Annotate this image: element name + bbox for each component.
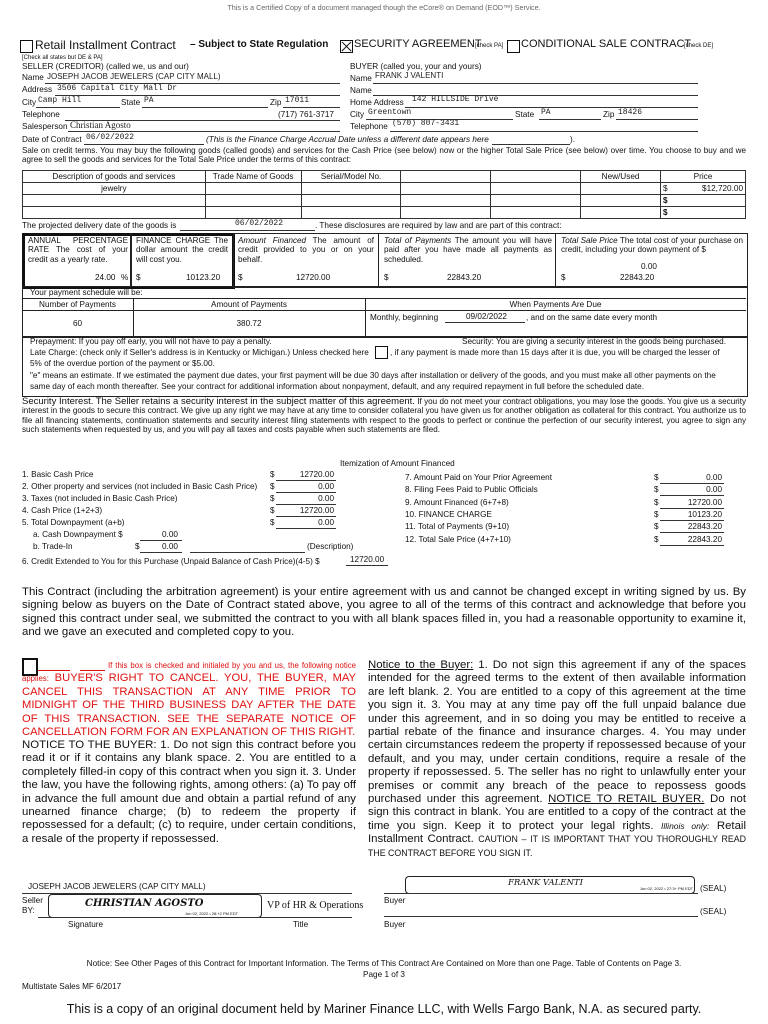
delivery-date: 06/02/2022 [235, 219, 284, 228]
goods-cell [491, 183, 581, 195]
security-interest-paragraph [22, 397, 746, 435]
buyer-telephone-label: Telephone [350, 122, 388, 131]
buyer-state-label: State [515, 110, 535, 119]
seller-address: 3506 Capital City Mall Dr [57, 84, 178, 93]
underline [276, 492, 336, 493]
itemization-currency: $ [270, 470, 275, 479]
itemization-value: 0.00 [318, 482, 334, 491]
page-number: Page 1 of 3 [363, 970, 405, 979]
underline [660, 483, 724, 484]
price-currency: $ [661, 195, 673, 207]
entire-agreement-paragraph: This Contract (including the arbitration agreement) is your entire agreement with us and cannot be changed except in writing signed by us. By signing below as buyers on the Date of Contract stated above, you agree to all of the terms of this contract and acknowledge that before you signed this contract under seal, we submitted the contract to you with all blank spaces filled in, you had a reasonable opportunity to examine it, and we gave an executed and completed copy to you. [22, 586, 746, 639]
buyer-signature: FRANK VALENTI [508, 878, 583, 888]
goods-cell [23, 207, 206, 219]
goods-cell [205, 195, 301, 207]
seller-zip: 17011 [285, 96, 310, 105]
seller-address-label: Address [22, 85, 53, 94]
notice-right-lead: Notice to the Buyer: [368, 659, 474, 671]
col-when-due: When Payments Are Due [509, 300, 602, 309]
underline [276, 516, 336, 517]
monthly-beginning-label: Monthly, beginning [370, 313, 439, 322]
late-charge-text-2: , if any payment is made more than 15 days after it is due, you will be charged the lesser of [390, 348, 720, 357]
itemization-currency: $ [654, 497, 659, 507]
goods-cell [491, 207, 581, 219]
itemization-label: 5. Total Downpayment (a+b) [22, 518, 125, 527]
divider [22, 310, 746, 311]
goods-price [673, 195, 746, 207]
amount-financed-value: 12720.00 [296, 273, 331, 282]
table-row [23, 183, 746, 195]
price-currency: $ [661, 207, 673, 219]
goods-header-row [23, 171, 746, 183]
underline [660, 495, 724, 496]
col-blank-2 [491, 171, 581, 183]
buyer-zip-label: Zip [603, 110, 615, 119]
amount-financed-box [238, 236, 374, 264]
underline [276, 480, 336, 481]
retail-installment-checkbox[interactable] [20, 40, 33, 53]
seller-name: JOSEPH JACOB JEWELERS (CAP CITY MALL) [47, 72, 221, 81]
itemization-label: 2. Other property and services (not included in Basic Cash Price) [22, 482, 258, 491]
itemization-label: 11. Total of Payments (9+10) [405, 522, 510, 532]
goods-table [22, 170, 746, 219]
goods-cell [301, 207, 401, 219]
finance-charge-currency: $ [136, 273, 141, 282]
goods-cell [401, 183, 491, 195]
total-sale-title: Total Sale Price [561, 236, 618, 245]
underline [276, 504, 336, 505]
cancel-note: If this box is checked and initialed by you and us, the following notice applies: [22, 661, 356, 684]
col-blank-1 [401, 171, 491, 183]
divider [378, 233, 379, 286]
itemization-value: 0.00 [318, 518, 334, 527]
total-payments-currency: $ [384, 273, 389, 282]
itemization-label: 4. Cash Price (1+2+3) [22, 506, 103, 515]
apr-box [28, 236, 128, 264]
itemization-value: 22843.20 [687, 534, 722, 544]
first-payment-date: 09/02/2022 [466, 312, 507, 321]
goods-price [673, 207, 746, 219]
itemization-currency: $ [654, 509, 659, 519]
delivery-note: . These disclosures are required by law and are part of this contract: [315, 221, 562, 230]
trade-in-label: b. Trade-In [33, 542, 73, 551]
check-de-note: [check DE] [684, 43, 714, 49]
seller-state-label: State [121, 98, 141, 107]
total-sale-desc: The total cost of your purchase on credit, including your down payment of $ [561, 236, 743, 255]
divider [22, 298, 746, 299]
number-of-payments: 60 [72, 319, 83, 328]
col-trade-name: Trade Name of Goods [205, 171, 301, 183]
notice-right-text: 1. Do not sign this agreement if any of the spaces intended for the agreed terms to the extent of then available information are left blank. 2. You are entitled to a copy of this agreement at the time you sign it. 3. You may at any time pay off the full unpaid balance due under this agreement, and in so doing you may be entitled to receive a partial rebate of the finance and insurance charges. 4. You may under certain circumstances redeem the property if repossessed because of your default, and you may, under certain conditions, require a resale of the property if repossessed. 5. The seller has no right to unlawfully enter your premises or commit any breach of the peace to repossess goods purchased under this agreement. [368, 659, 746, 806]
seller-signature: CHRISTIAN AGOSTO [85, 898, 204, 909]
security-interest-lead: Security Interest. [22, 396, 94, 407]
goods-cell [23, 195, 206, 207]
signature-label: Signature [68, 920, 104, 929]
itemization-value: 0.00 [706, 485, 722, 495]
notice-to-buyer-left: NOTICE TO THE BUYER: 1. Do not sign this contract before you read it or if it contains any blank space. 2. You are entitled to a completely filled-in copy of this contract when you sign it. 3. Under the law, you have the following rights, among others: (a) To pay off in advance the full amount due and obtain a partial refund of any unearned finance charge; (b) to redeem the property if repossessed for a default; (c) to require, under certain conditions, a resale of the property if repossessed. [22, 739, 356, 845]
buyer-name2-label: Name [350, 86, 372, 95]
apr-title: ANNUAL PERCENTAGE RATE [28, 236, 128, 255]
buyer-heading: BUYER (called you, your and yours) [350, 62, 482, 71]
total-sale-value: 22843.20 [620, 273, 655, 282]
check-pa-note: [check PA] [475, 43, 504, 49]
itemization-label: 12. Total Sale Price (4+7+10) [405, 534, 511, 544]
amount-financed-currency: $ [238, 273, 243, 282]
home-address-label: Home Address [350, 98, 404, 107]
delivery-label: The projected delivery date of the goods is [22, 221, 177, 230]
footer-notice: Notice: See Other Pages of this Contract for Important Information. The Terms of This Contract Are Contained on More than one Page. Table of Contents on Page 3. [86, 959, 682, 968]
contract-date-close: ). [570, 135, 576, 144]
itemization-label: 1. Basic Cash Price [22, 470, 94, 479]
title-main: Retail Installment Contract [35, 38, 176, 52]
itemization-value: 12720.00 [687, 497, 722, 507]
trade-in-currency: $ [135, 542, 140, 551]
estimate-text: "e" means an estimate. If we estimated the payment due dates, your first payment will be due 30 days after installation or delivery of the goods, and you must make all other payments on the [30, 371, 716, 380]
credit-extended-label: 6. Credit Extended to You for this Purchase (Unpaid Balance of Cash Price)(4-5) $ [22, 557, 320, 566]
buyer-label-2: Buyer [384, 920, 406, 929]
divider [130, 233, 132, 286]
finance-charge-value: 10123.20 [186, 273, 221, 282]
goods-cell [301, 195, 401, 207]
apr-unit: % [121, 273, 129, 282]
check-all-note: [Check all states but DE & PA] [22, 55, 103, 61]
itemization-currency: $ [270, 482, 275, 491]
caution-text: CAUTION – IT IS IMPORTANT THAT YOU THOROUGHLY READ THE CONTRACT BEFORE YOU SIGN IT. [368, 834, 746, 858]
total-payments-box [384, 236, 552, 264]
seller-company: JOSEPH JACOB JEWELERS (CAP CITY MALL) [28, 882, 206, 891]
itemization-currency: $ [270, 506, 275, 515]
seller-state: PA [144, 96, 154, 105]
schedule-title: Your payment schedule will be: [30, 288, 143, 297]
cash-downpayment-label: a. Cash Downpayment $ [33, 530, 123, 539]
salesperson-name: Christian Agosto [70, 120, 131, 130]
itemization-label: 3. Taxes (not included in Basic Cash Price) [22, 494, 178, 503]
buyer-label: Buyer [384, 896, 406, 905]
illinois-only: Illinois only: [661, 820, 710, 831]
credit-extended-value: 12720.00 [350, 555, 385, 564]
underline [660, 520, 724, 521]
buyer-city-label: City [350, 110, 365, 119]
seller-title: VP of HR & Operations [267, 900, 364, 911]
security-interest-text: If you do not meet your contract obligations, you may lose the goods. You give us a security interest in the goods to secure this contract. We give up any right we may have at any time to consider collateral you have given us for another obligation as collateral for this contract. You authorize us to file all financing statements, continuation statements and security interest filing statements with respect to the goods to perfect or continue the perfection of our security interest, you agree to sign any such statements when requested by us, and you will pay all taxes and costs payable when such statements are filed. [22, 397, 747, 435]
same-date-note: , and on the same date every month [526, 313, 658, 322]
contract-date: 06/02/2022 [86, 133, 135, 142]
late-charge-text: Late Charge: (check only if Seller's address is in Kentucky or Michigan.) Unless checked here [30, 348, 369, 357]
seller-label: Seller [22, 896, 43, 905]
goods-cell [581, 195, 661, 207]
goods-cell [401, 195, 491, 207]
itemization-currency: $ [654, 473, 659, 482]
buyer-home-address: 142 HILLSIDE Drive [412, 95, 499, 104]
amount-of-payments: 380.72 [236, 319, 262, 328]
itemization-label: 7. Amount Paid on Your Prior Agreement [405, 473, 553, 482]
contract-date-note: (This is the Finance Charge Accrual Date unless a different date appears here [206, 135, 489, 144]
goods-cell [491, 195, 581, 207]
buyer-signature-stamp: Jun 02, 2022 • 27:3+ PM EDT [640, 886, 694, 891]
seller-heading: SELLER (CREDITOR) (called we, us and our) [22, 62, 189, 71]
notice-retail-buyer: NOTICE TO RETAIL BUYER. [548, 793, 705, 806]
buyer-name-label: Name [350, 74, 372, 83]
security-agreement-checkbox[interactable] [340, 40, 353, 53]
buyer-state: PA [541, 108, 551, 117]
seller-zip-label: Zip [270, 98, 282, 107]
itemization-label: 9. Amount Financed (6+7+8) [405, 497, 509, 507]
total-payments-value: 22843.20 [447, 273, 482, 282]
prepayment-text: Prepayment: If you pay off early, you will not have to pay a penalty. [30, 337, 272, 346]
underline [660, 508, 724, 509]
itemization-currency: $ [654, 522, 659, 532]
divider [555, 233, 556, 286]
title-label: Title [293, 920, 309, 929]
total-sale-box [561, 236, 743, 255]
col-serial: Serial/Model No. [301, 171, 401, 183]
itemization-value: 12720.00 [299, 470, 334, 479]
buyer-telephone: (570) 807-3431 [392, 119, 460, 128]
late-charge-checkbox[interactable] [375, 346, 388, 359]
itemization-value: 22843.20 [687, 522, 722, 532]
illinois-text: Retail Installment Contract. [368, 819, 746, 846]
total-sale-currency: $ [561, 273, 566, 282]
seller-telephone-label: Telephone [22, 110, 60, 119]
cancel-text: BUYER'S RIGHT TO CANCEL. YOU, THE BUYER, MAY CANCEL THIS TRANSACTION AT ANY TIME PRIOR TO MIDNIGHT OF THE THIRD BUSINESS DAY AFTER THE DATE OF THIS TRANSACTION. SEE THE SEPARATE NOTICE OF CANCELLATION FORM FOR AN EXPLANATION OF THIS RIGHT. [22, 672, 356, 739]
cash-downpayment-value: 0.00 [162, 530, 178, 539]
col-number-payments: Number of Payments [39, 300, 116, 309]
col-description: Description of goods and services [23, 171, 206, 183]
goods-description: jewelry [23, 183, 206, 195]
itemization-label: 8. Filing Fees Paid to Public Officials [405, 485, 538, 495]
trade-in-description: (Description) [307, 542, 354, 551]
form-number: Multistate Sales MF 6/2017 [22, 982, 122, 991]
finance-charge-title: FINANCE CHARGE [136, 236, 211, 245]
down-payment-value: 0.00 [641, 262, 657, 271]
col-price: Price [661, 171, 746, 183]
itemization-label: 10. FINANCE CHARGE [405, 509, 492, 519]
table-row [23, 207, 746, 219]
security-interest-bold: The Seller retains a security interest in the subject matter of this agreement. [95, 396, 415, 407]
itemization-currency: $ [270, 494, 275, 503]
notice-to-buyer-right [368, 659, 746, 860]
seller-name-label: Name [22, 73, 44, 82]
buyer-zip: 18426 [618, 108, 643, 117]
finance-charge-box [136, 236, 228, 264]
underline [660, 532, 724, 533]
trade-in-value: 0.00 [162, 542, 178, 551]
cancel-notice [22, 659, 356, 739]
apr-value: 24.00 [95, 273, 116, 282]
price-currency: $ [661, 183, 673, 195]
col-new-used: New/Used [581, 171, 661, 183]
late-charge-text-3: 5% of the overdue portion of the payment or $5.00. [30, 359, 215, 368]
salesperson-label: Salesperson [22, 122, 68, 131]
buyer-city: Greentown [368, 108, 412, 117]
security-agreement-label: SECURITY AGREEMENT [354, 38, 482, 50]
seller-city-label: City [22, 98, 37, 107]
goods-cell [205, 183, 301, 195]
goods-cell [301, 183, 401, 195]
itemization-currency: $ [654, 534, 659, 544]
amount-financed-desc: The amount of credit provided to you or on your behalf. [238, 236, 374, 264]
contract-date-label: Date of Contract [22, 135, 82, 144]
certified-notice: This is a Certified Copy of a document managed though the eCore® on Demand (EOD™) Service. [227, 3, 541, 12]
seal-label-2: (SEAL) [700, 907, 727, 916]
itemization-title: Itemization of Amount Financed [340, 459, 455, 468]
finance-charge-desc: The dollar amount the credit will cost you. [136, 236, 228, 264]
buyer-name: FRANK J VALENTI [375, 71, 444, 80]
itemization-currency: $ [654, 485, 659, 495]
seller-signature-stamp: Jun 02, 2022 • 28:+2 PM EDT [185, 911, 239, 916]
seal-label: (SEAL) [700, 884, 727, 893]
estimate-text-2: same day of each month thereafter. See your contract for additional information about nonpayment, default, and any required repayment in full before the scheduled date. [30, 382, 644, 391]
seller-city: Camp Hill [38, 96, 82, 105]
goods-cell [401, 207, 491, 219]
col-amount-payments: Amount of Payments [211, 300, 287, 309]
table-row [23, 195, 746, 207]
itemization-value: 0.00 [318, 494, 334, 503]
itemization-value: 12720.00 [299, 506, 334, 515]
notice-right-text-2: Do not sign this contract in blank. You are entitled to a copy of the contract at the time you sign. Keep it to protect your legal rights. [368, 793, 747, 832]
seller-telephone: (717) 761-3717 [278, 110, 334, 119]
goods-price: $12,720.00 [673, 183, 746, 195]
title-sub: – Subject to State Regulation [190, 39, 329, 50]
sale-terms-text: Sale on credit terms. You may buy the following goods (called goods) and services for the Cash Price (see below) now or the higher Total Sale Price (see below) over time. You choose to buy and we agree to sell the goods and services for the Total Sale Price under the terms of this contract: [22, 146, 746, 165]
goods-cell [581, 207, 661, 219]
conditional-sale-checkbox[interactable] [507, 40, 520, 53]
goods-cell [205, 207, 301, 219]
underline [660, 545, 724, 546]
underline [276, 528, 336, 529]
amount-financed-title: Amount Financed [238, 236, 306, 245]
itemization-value: 0.00 [706, 473, 722, 482]
itemization-currency: $ [270, 518, 275, 527]
goods-cell [581, 183, 661, 195]
itemization-value: 10123.20 [687, 509, 722, 519]
security-text: Security: You are giving a security interest in the goods being purchased. [462, 337, 726, 346]
by-label: BY: [22, 906, 35, 915]
copy-statement: This is a copy of an original document held by Mariner Finance LLC, with Wells Fargo Bank, N.A. as secured party. [66, 1002, 702, 1016]
total-payments-desc: The amount you will have paid after you have made all payments as scheduled. [384, 236, 552, 264]
conditional-sale-label: CONDITIONAL SALE CONTRACT [521, 38, 692, 50]
total-payments-title: Total of Payments [384, 236, 452, 245]
apr-desc: The cost of your credit as a yearly rate. [28, 245, 128, 264]
